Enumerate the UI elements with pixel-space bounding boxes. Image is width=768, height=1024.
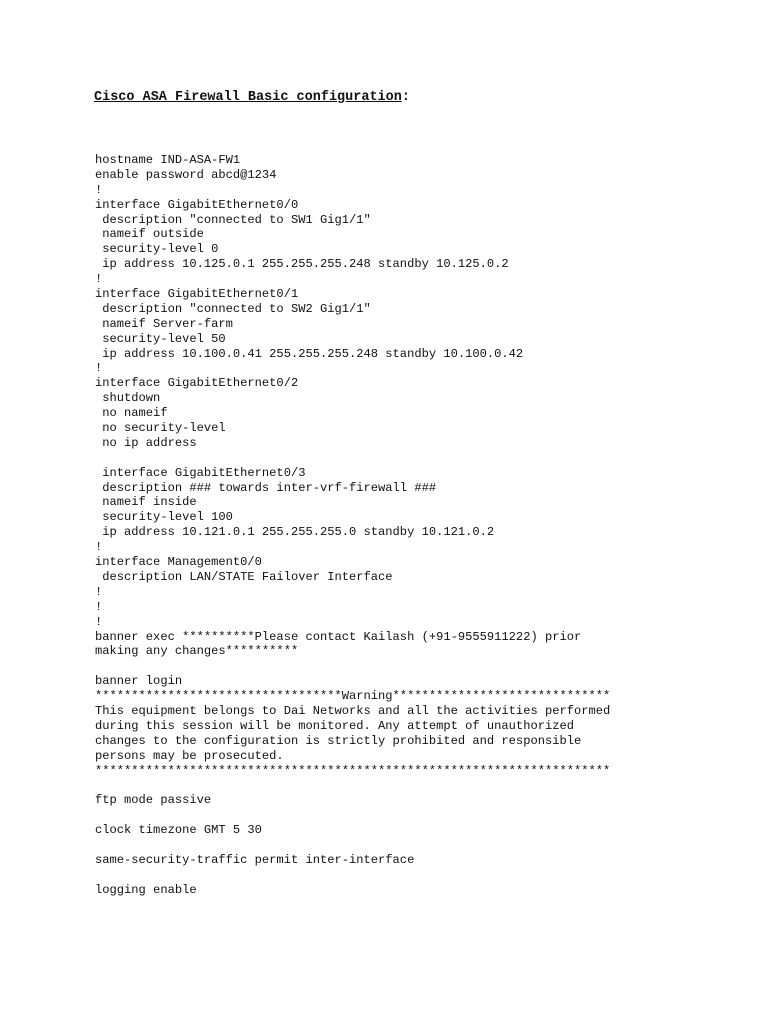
config-line: ! [95,599,103,614]
config-line: changes to the configuration is strictly prohibited and responsible [95,733,582,748]
config-line [95,778,610,793]
config-line: during this session will be monitored. Any attempt of unauthorized [95,718,574,733]
config-line: description ### towards inter-vrf-firewall ### [95,480,437,495]
config-line [95,451,610,466]
config-line: ! [95,361,103,376]
config-line: ! [95,182,103,197]
config-line: interface GigabitEthernet0/3 [95,465,306,480]
config-line: ip address 10.125.0.1 255.255.255.248 standby 10.125.0.2 [95,257,509,272]
config-line: ip address 10.121.0.1 255.255.255.0 standby 10.121.0.2 [95,525,495,540]
config-line [95,868,610,883]
config-line: *********************************************************************** [95,763,611,778]
config-line: persons may be prosecuted. [95,748,284,763]
document-title-suffix: : [401,90,410,105]
config-line: logging enable [95,882,197,897]
config-line: making any changes********** [95,644,299,659]
config-line: no nameif [95,406,168,421]
config-line: ! [95,584,103,599]
config-line: description "connected to SW1 Gig1/1" [95,212,371,227]
config-line: This equipment belongs to Dai Networks and all the activities performed [95,703,611,718]
config-line: shutdown [95,391,161,406]
config-line: enable password abcd@1234 [95,167,277,182]
config-line: security-level 50 [95,331,226,346]
config-line: interface GigabitEthernet0/1 [95,287,299,302]
config-line: nameif outside [95,227,204,242]
config-line: interface GigabitEthernet0/0 [95,197,299,212]
config-line [95,838,610,853]
config-line: nameif Server-farm [95,316,233,331]
config-line: security-level 0 [95,242,219,257]
config-line: no ip address [95,435,197,450]
config-line: **********************************Warning****************************** [95,689,611,704]
config-line: ! [95,614,103,629]
config-line: banner login [95,674,183,689]
config-line: ip address 10.100.0.41 255.255.255.248 standby 10.100.0.42 [95,346,524,361]
config-line: clock timezone GMT 5 30 [95,823,262,838]
config-line: description LAN/STATE Failover Interface [95,569,393,584]
config-line [95,808,610,823]
config-listing [95,153,610,898]
config-line: ftp mode passive [95,793,212,808]
config-line: no security-level [95,421,226,436]
config-line: same-security-traffic permit inter-interface [95,852,415,867]
config-line: interface GigabitEthernet0/2 [95,376,299,391]
config-line: security-level 100 [95,510,233,525]
config-line: banner exec **********Please contact Kailash (+91-9555911222) prior [95,629,582,644]
config-line: ! [95,540,103,555]
config-line: description "connected to SW2 Gig1/1" [95,301,371,316]
config-line: hostname IND-ASA-FW1 [95,153,241,167]
document-title-text: Cisco ASA Firewall Basic configuration [94,90,402,105]
config-line: interface Management0/0 [95,555,262,570]
config-line [95,659,610,674]
document-title [94,90,410,105]
config-line: nameif inside [95,495,197,510]
config-line: ! [95,272,103,287]
